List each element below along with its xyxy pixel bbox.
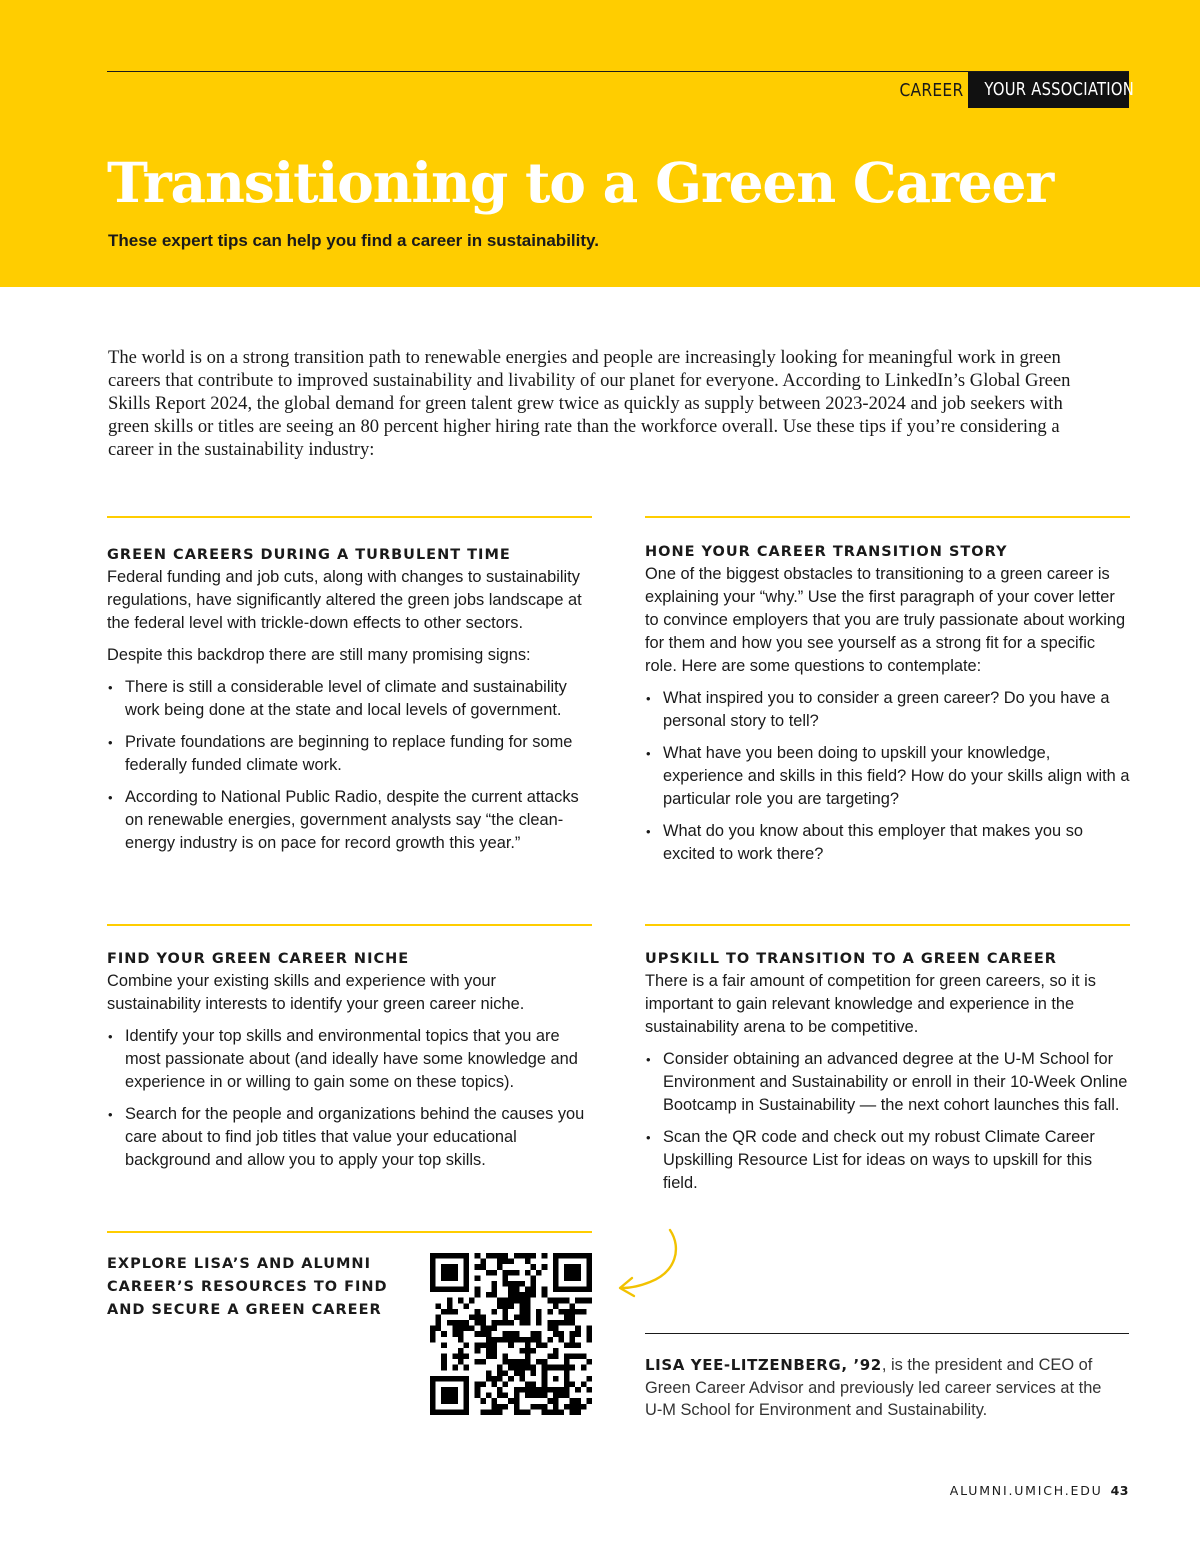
section-turbulent-time xyxy=(107,516,592,855)
bullet-item: • What do you know about this employer that makes you so excited to work there? xyxy=(645,820,1130,866)
section-paragraph: Combine your existing skills and experience with your sustainability interests to identify your green career niche. xyxy=(107,972,525,1013)
author-bio xyxy=(645,1354,1115,1422)
bullet-list xyxy=(107,1025,592,1172)
bullet-list xyxy=(645,1048,1130,1195)
section-paragraph: Despite this backdrop there are still many promising signs: xyxy=(107,646,531,664)
section-rule xyxy=(107,516,592,518)
section-career-niche xyxy=(107,924,592,1172)
author-bio-text: , is the president and CEO of Green Career Advisor and previously led career services at the U-M School for Environment and Sustainability. xyxy=(645,1356,1102,1419)
page-subtitle: These expert tips can help you find a career in sustainability. xyxy=(108,231,599,250)
page-footer xyxy=(950,1483,1129,1498)
bullet-item: • There is still a considerable level of climate and sustainability work being done at the state and local levels of government. xyxy=(107,676,592,722)
section-heading: UPSKILL TO TRANSITION TO A GREEN CAREER xyxy=(645,951,1057,967)
bullet-item: • According to National Public Radio, despite the current attacks on renewable energies, government analysts say “the clean-energy industry is on pace for record growth this year.” xyxy=(107,786,592,855)
bullet-item: • Identify your top skills and environmental topics that you are most passionate about (and ideally have some knowledge and experience in or willing to gain some on these topics). xyxy=(107,1025,592,1094)
bio-rule xyxy=(645,1333,1129,1334)
section-tag-career: CAREER xyxy=(899,80,964,101)
section-paragraph: There is a fair amount of competition for green careers, so it is important to gain relevant knowledge and experience in the sustainability arena to be competitive. xyxy=(645,972,1096,1036)
bullet-list xyxy=(107,676,592,855)
bullet-item: • Private foundations are beginning to replace funding for some federally funded climate work. xyxy=(107,731,592,777)
section-tag-association-label: YOUR ASSOCIATION xyxy=(984,79,1135,100)
bullet-item: • Scan the QR code and check out my robust Climate Career Upskilling Resource List for ideas on ways to upskill for this field. xyxy=(645,1126,1130,1195)
bullet-item: • What have you been doing to upskill your knowledge, experience and skills in this field? How do your skills align with a particular role you are targeting? xyxy=(645,742,1130,811)
section-rule xyxy=(107,924,592,926)
page-title: Transitioning to a Green Career xyxy=(107,150,1054,215)
intro-paragraph: The world is on a strong transition path to renewable energies and people are increasingly looking for meaningful work in green careers that contribute to improved sustainability and livability of our planet for everyone. According to LinkedIn’s Global Green Skills Report 2024, the global demand for green talent grew twice as quickly as supply between 2023-2024 and job seekers with green skills or titles are seeing an 80 percent higher hiring rate than the workforce overall. Use these tips if you’re considering a career in the sustainability industry: xyxy=(108,347,1071,460)
section-heading: EXPLORE LISA’S AND ALUMNI CAREER’S RESOURCES TO FIND AND SECURE A GREEN CAREER xyxy=(107,1256,388,1318)
section-paragraph: Federal funding and job cuts, along with changes to sustainability regulations, have significantly altered the green jobs landscape at the federal level with trickle-down effects to other sectors. xyxy=(107,568,582,632)
section-heading: FIND YOUR GREEN CAREER NICHE xyxy=(107,951,410,967)
footer-site: ALUMNI.UMICH.EDU xyxy=(949,1483,1103,1498)
bullet-item: • What inspired you to consider a green career? Do you have a personal story to tell? xyxy=(645,687,1130,733)
section-rule xyxy=(107,1231,592,1233)
qr-code-icon[interactable] xyxy=(430,1253,592,1415)
section-tag-association xyxy=(968,72,1135,108)
section-heading: GREEN CAREERS DURING A TURBULENT TIME xyxy=(107,547,511,563)
bullet-item: • Search for the people and organizations behind the causes you care about to find job titles that value your educational background and allow you to apply your top skills. xyxy=(107,1103,592,1172)
bullet-list xyxy=(645,687,1130,866)
section-career-story xyxy=(645,516,1130,866)
section-rule xyxy=(645,516,1130,518)
section-upskill xyxy=(645,924,1130,1195)
author-name: LISA YEE-LITZENBERG, ’92 xyxy=(645,1356,882,1374)
section-rule xyxy=(645,924,1130,926)
bullet-item: • Consider obtaining an advanced degree at the U-M School for Environment and Sustainability or enroll in their 10-Week Online Bootcamp in Sustainability — the next cohort launches this fall. xyxy=(645,1048,1130,1117)
curved-arrow-icon xyxy=(612,1226,692,1306)
section-heading: HONE YOUR CAREER TRANSITION STORY xyxy=(645,544,1008,560)
page-number: 43 xyxy=(1110,1483,1129,1498)
section-paragraph: One of the biggest obstacles to transitioning to a green career is explaining your “why.” Use the first paragraph of your cover letter to convince employers that you are truly passionate about working for them and how you see yourself as a strong fit for a specific role. Here are some questions to contemplate: xyxy=(645,565,1126,675)
